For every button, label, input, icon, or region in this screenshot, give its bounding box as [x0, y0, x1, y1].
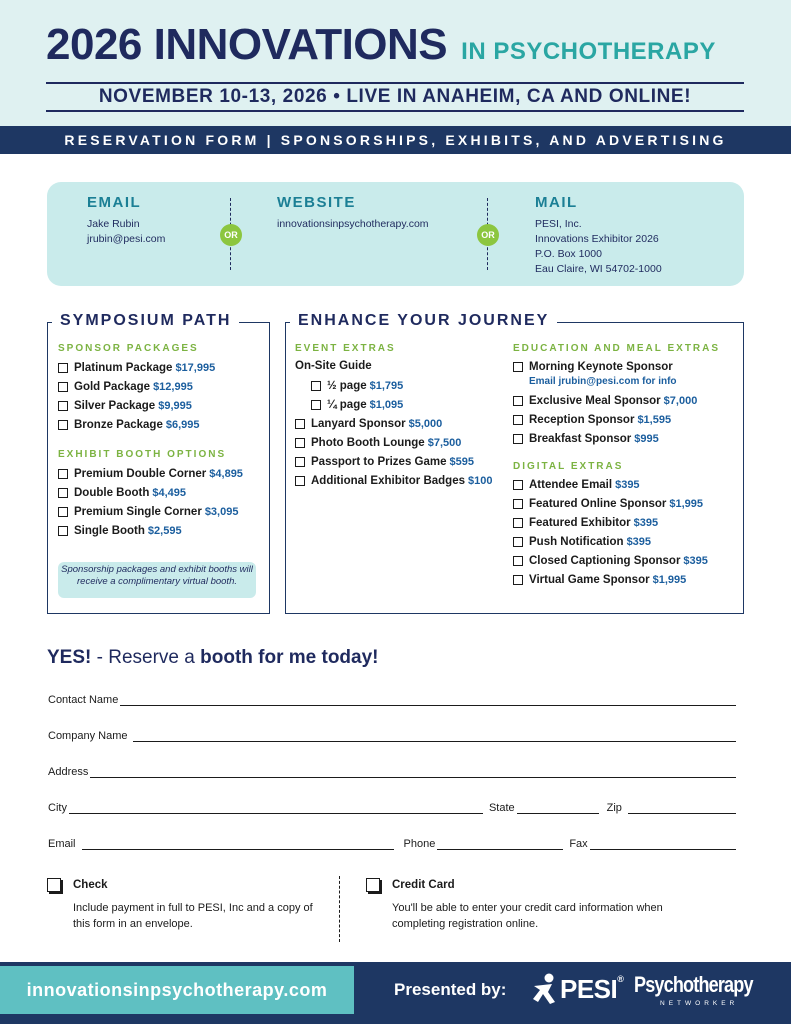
symposium-path-title: SYMPOSIUM PATH	[52, 312, 239, 330]
checkbox[interactable]	[295, 438, 305, 448]
checkbox-option[interactable]: Lanyard Sponsor $5,000	[295, 414, 492, 433]
enhance-journey-title: ENHANCE YOUR JOURNEY	[290, 312, 557, 330]
mail-heading: MAIL	[535, 194, 578, 211]
check-description: Include payment in full to PESI, Inc and a copy of this form in an envelope.	[73, 902, 313, 930]
checkbox-option[interactable]: Featured Online Sponsor $1,995	[513, 494, 720, 513]
or-separator	[476, 198, 500, 270]
education-digital-extras	[513, 343, 720, 589]
checkbox-option[interactable]: Morning Keynote Sponsor	[513, 357, 720, 376]
company-name-label: Company Name	[48, 730, 128, 742]
address-field[interactable]	[90, 766, 736, 778]
website-heading: WEBSITE	[277, 194, 356, 211]
education-meal-heading: EDUCATION AND MEAL EXTRAS	[513, 343, 721, 354]
contact-panel	[47, 182, 744, 286]
checkbox-option[interactable]: Additional Exhibitor Badges $100	[295, 471, 492, 490]
title-main: 2026 INNOVATIONS	[46, 20, 448, 69]
state-label: State	[488, 802, 515, 814]
payment-credit-card	[366, 876, 726, 946]
mail-line: PESI, Inc.	[535, 218, 582, 230]
email-heading: EMAIL	[87, 194, 142, 211]
website-link[interactable]: innovationsinpsychotherapy.com	[277, 218, 429, 230]
onsite-guide-heading: On-Site Guide	[295, 360, 372, 372]
zip-label: Zip	[606, 802, 622, 814]
mail-line: Eau Claire, WI 54702-1000	[535, 263, 662, 275]
checkbox-option[interactable]: Closed Captioning Sponsor $395	[513, 551, 720, 570]
city-label: City	[48, 802, 67, 814]
city-state-zip-row	[48, 796, 736, 814]
checkbox-option[interactable]: Breakfast Sponsor $995	[513, 429, 720, 448]
checkbox[interactable]	[513, 556, 523, 566]
email-field[interactable]	[82, 838, 394, 850]
fax-label: Fax	[569, 838, 588, 850]
sponsor-packages-heading: SPONSOR PACKAGES	[58, 343, 199, 354]
contact-name-field[interactable]	[120, 694, 736, 706]
mail-line: Innovations Exhibitor 2026	[535, 233, 659, 245]
event-extras	[295, 343, 492, 490]
check-checkbox[interactable]	[47, 878, 61, 892]
pesi-logo: PESI®	[560, 974, 624, 1004]
checkbox[interactable]	[513, 362, 523, 372]
event-date-location: NOVEMBER 10-13, 2026 • LIVE IN ANAHEIM, CA AND ONLINE!	[98, 86, 692, 107]
exhibit-booth-heading: EXHIBIT BOOTH OPTIONS	[58, 449, 227, 460]
zip-field[interactable]	[628, 802, 736, 814]
credit-card-description: You'll be able to enter your credit card information when completing registration online.	[392, 902, 663, 930]
contact-name-row	[48, 688, 736, 706]
checkbox-option[interactable]: Exclusive Meal Sponsor $7,000	[513, 391, 720, 410]
checkbox-option[interactable]: Featured Exhibitor $395	[513, 513, 720, 532]
payment-check	[47, 876, 317, 946]
checkbox[interactable]	[58, 363, 68, 373]
checkbox[interactable]	[513, 480, 523, 490]
checkbox-option[interactable]: Attendee Email $395	[513, 475, 720, 494]
event-extras-heading: EVENT EXTRAS	[295, 343, 396, 354]
checkbox[interactable]	[58, 488, 68, 498]
checkbox-option[interactable]: Platinum Package $17,995	[58, 358, 243, 377]
checkbox-option[interactable]: ½ page $1,795	[295, 376, 492, 395]
footer-website-link[interactable]: innovationsinpsychotherapy.com	[0, 966, 354, 1014]
email-contact-name: Jake Rubin	[87, 218, 140, 230]
checkbox[interactable]	[513, 575, 523, 585]
checkbox-option[interactable]: Photo Booth Lounge $7,500	[295, 433, 492, 452]
address-row	[48, 760, 736, 778]
company-name-field[interactable]	[133, 730, 736, 742]
pesi-figure-icon	[530, 972, 560, 1006]
credit-card-title: Credit Card	[392, 879, 455, 891]
page-title	[46, 20, 716, 70]
checkbox[interactable]	[513, 434, 523, 444]
check-title: Check	[73, 879, 108, 891]
checkbox-option[interactable]: Premium Single Corner $3,095	[58, 502, 243, 521]
checkbox[interactable]	[513, 415, 523, 425]
checkbox[interactable]	[295, 476, 305, 486]
checkbox[interactable]	[58, 382, 68, 392]
checkbox[interactable]	[58, 420, 68, 430]
credit-card-checkbox[interactable]	[366, 878, 380, 892]
city-field[interactable]	[69, 802, 483, 814]
checkbox-option[interactable]: Single Booth $2,595	[58, 521, 243, 540]
divider	[46, 110, 744, 112]
checkbox-option[interactable]: Gold Package $12,995	[58, 377, 243, 396]
state-field[interactable]	[517, 802, 599, 814]
psychotherapy-logo: Psychotherapy	[634, 972, 753, 997]
checkbox-option[interactable]: Push Notification $395	[513, 532, 720, 551]
virtual-booth-note: Sponsorship packages and exhibit booths will receive a complimentary virtual booth.	[58, 562, 256, 598]
checkbox[interactable]	[311, 381, 321, 391]
address-label: Address	[48, 766, 89, 778]
enhance-journey-box	[285, 312, 744, 614]
checkbox[interactable]	[58, 526, 68, 536]
checkbox[interactable]	[513, 499, 523, 509]
checkbox-option[interactable]: Passport to Prizes Game $595	[295, 452, 492, 471]
contact-website	[277, 194, 429, 232]
checkbox[interactable]	[513, 518, 523, 528]
checkbox[interactable]	[58, 401, 68, 411]
or-separator	[219, 198, 243, 270]
phone-field[interactable]	[437, 838, 563, 850]
keynote-info-note: Email jrubin@pesi.com for info	[529, 376, 677, 387]
checkbox-option[interactable]: Reception Sponsor $1,595	[513, 410, 720, 429]
networker-logo-text: NETWORKER	[660, 1000, 739, 1007]
checkbox-option[interactable]: ¼ page $1,095	[295, 395, 492, 414]
contact-mail	[535, 194, 662, 277]
checkbox-option[interactable]: Virtual Game Sponsor $1,995	[513, 570, 720, 589]
phone-label: Phone	[403, 838, 436, 850]
form-type-bar: RESERVATION FORM | SPONSORSHIPS, EXHIBITS, AND ADVERTISING	[0, 126, 791, 154]
checkbox[interactable]	[58, 469, 68, 479]
email-label: Email	[48, 838, 76, 850]
symposium-path-box	[47, 312, 270, 614]
title-sub: IN PSYCHOTHERAPY	[461, 38, 716, 65]
checkbox[interactable]	[58, 507, 68, 517]
email-phone-fax-row	[48, 832, 736, 850]
fax-field[interactable]	[590, 838, 736, 850]
or-badge: OR	[477, 224, 499, 246]
mail-line: P.O. Box 1000	[535, 248, 602, 260]
email-address-link[interactable]: jrubin@pesi.com	[87, 233, 166, 245]
checkbox[interactable]	[295, 457, 305, 467]
checkbox[interactable]	[295, 419, 305, 429]
digital-extras-heading: DIGITAL EXTRAS	[513, 461, 624, 472]
checkbox-option[interactable]: Silver Package $9,995	[58, 396, 243, 415]
contact-name-label: Contact Name	[48, 694, 119, 706]
checkbox-option[interactable]: Premium Double Corner $4,895	[58, 464, 243, 483]
presented-by-label: Presented by:	[394, 980, 507, 999]
reserve-heading: YES! - Reserve a booth for me today!	[47, 647, 379, 668]
checkbox[interactable]	[311, 400, 321, 410]
contact-email	[87, 194, 165, 247]
checkbox-option[interactable]: Bronze Package $6,995	[58, 415, 243, 434]
checkbox[interactable]	[513, 396, 523, 406]
checkbox-option[interactable]: Double Booth $4,495	[58, 483, 243, 502]
payment-divider	[339, 876, 340, 942]
or-badge: OR	[220, 224, 242, 246]
checkbox[interactable]	[513, 537, 523, 547]
company-name-row	[48, 724, 736, 742]
